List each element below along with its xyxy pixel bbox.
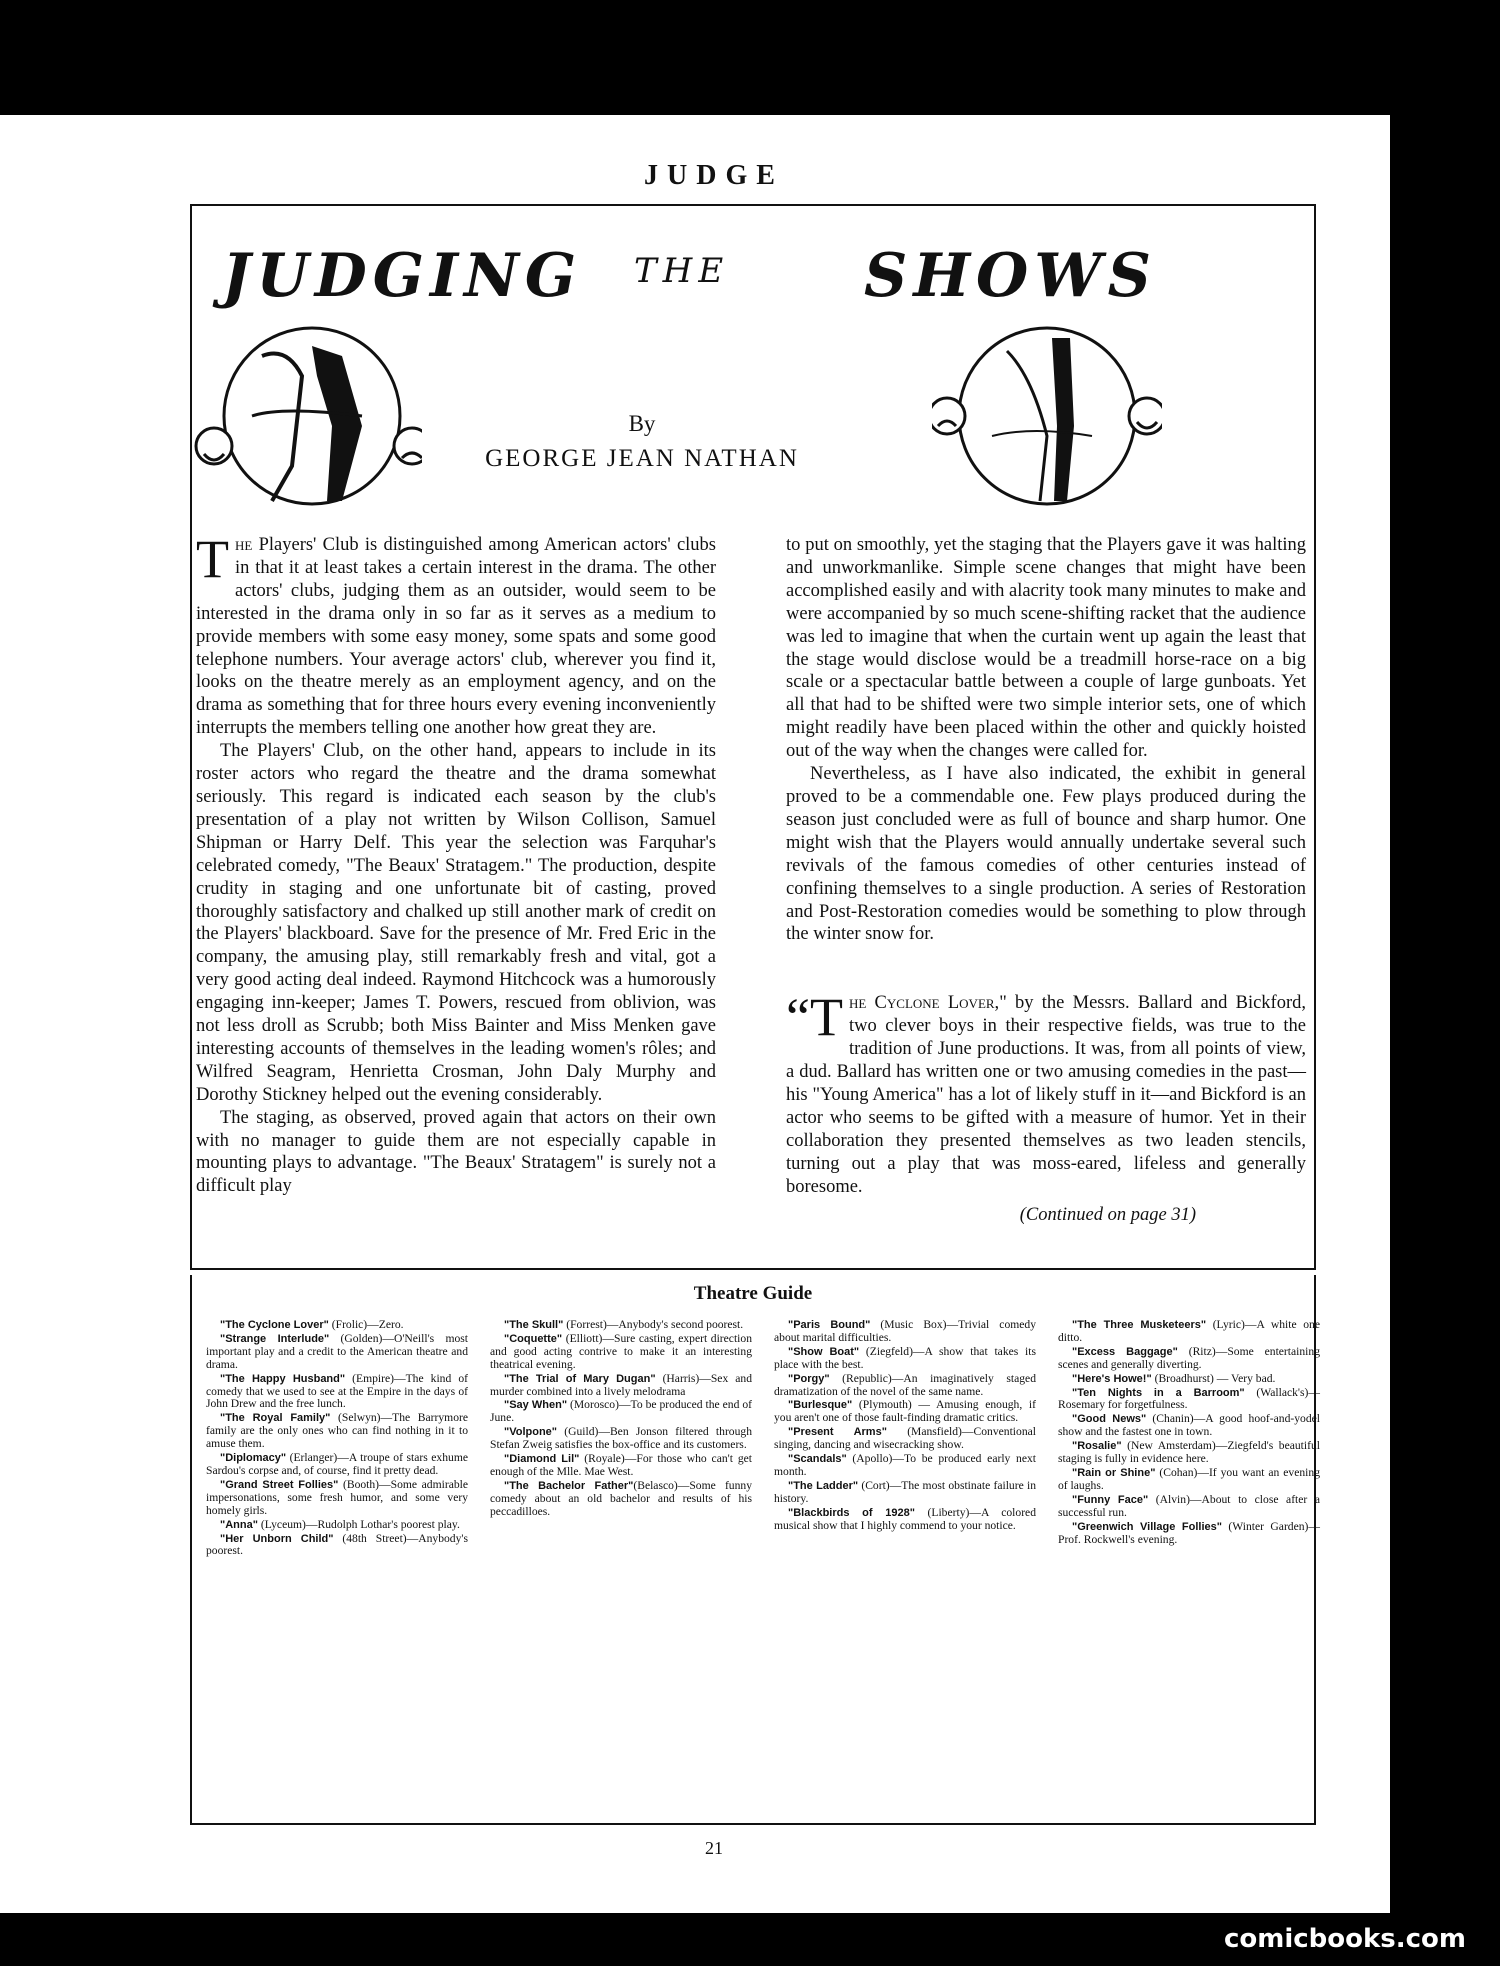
article-frame (190, 204, 1316, 1270)
guide-entry-description: (Royale)—For those who can't get enough of the Mlle. Mae West. (490, 1452, 752, 1478)
theatre-guide (190, 1275, 1321, 1825)
guide-entry-description: (Golden)—O'Neill's most important play and a credit to the American theatre and drama. (206, 1331, 468, 1371)
guide-entry (774, 1480, 1036, 1506)
guide-entry (1058, 1440, 1320, 1466)
guide-entry-description: (Lyric)—A white one ditto. (1058, 1318, 1320, 1344)
guide-entry-description: (Harris)—Sex and murder combined into a lively melodrama (490, 1371, 752, 1398)
guide-entry (1058, 1373, 1320, 1386)
guide-entry (1058, 1346, 1320, 1372)
guide-entry-description: (Ritz)—Some entertaining scenes and generally diverting. (1058, 1344, 1320, 1371)
guide-entry-title: "The Royal Family" (220, 1412, 331, 1425)
guide-entry-title: "Anna" (220, 1518, 258, 1531)
guide-column (1058, 1319, 1320, 1547)
guide-entry (490, 1426, 752, 1452)
dropcap: “T (786, 987, 843, 1048)
guide-entry (774, 1319, 1036, 1345)
guide-entry-description: (Broadhurst) — Very bad. (1151, 1371, 1276, 1385)
article-paragraph (786, 987, 1307, 1198)
guide-entry-description: (Cohan)—If you want an evening of laughs. (1058, 1465, 1320, 1492)
guide-entry-description: (Winter Garden)—Prof. Rockwell's evening. (1058, 1519, 1320, 1546)
guide-entry (1058, 1521, 1320, 1547)
guide-entry (206, 1373, 468, 1412)
guide-entry (490, 1399, 752, 1425)
byline (482, 411, 802, 473)
guide-entry-description: (Republic)—An imaginatively staged dramatization of the novel of the same name. (774, 1371, 1036, 1398)
guide-entry (490, 1453, 752, 1479)
byline-by: By (628, 411, 656, 436)
magazine-title: JUDGE (644, 160, 784, 191)
guide-entry (490, 1333, 752, 1372)
guide-entry-description: (Ziegfeld)—A show that takes its place with the best. (774, 1344, 1037, 1371)
guide-entry (774, 1346, 1036, 1372)
guide-entry (206, 1319, 468, 1332)
guide-column (206, 1319, 468, 1559)
guide-entry-description: (Apollo)—To be produced early next month. (774, 1452, 1036, 1478)
guide-entry-title: "Blackbirds of 1928" (788, 1506, 915, 1519)
guide-entry-description: (48th Street)—Anybody's poorest. (206, 1531, 468, 1558)
paragraph-text: Players' Club is distinguished among American actors' clubs in that it at least takes a certain interest in the drama. The other actors' clubs, judging them as an outsider, would seem to be interested in the drama only in so far as it serves as a medium to provide members with some easy money, some spats and some good telephone numbers. Your average actors' club, wherever you find it, looks on the theatre merely as an employment agency, and on the drama as something that for three hours every evening inconveniently interrupts the members telling one another how great they are. (196, 535, 716, 739)
guide-entry (774, 1507, 1036, 1533)
guide-entry-title: "Ten Nights in a Barroom" (1072, 1386, 1245, 1399)
guide-entry-description: (Frolic)—Zero. (328, 1318, 404, 1331)
guide-entry-title: "Funny Face" (1072, 1493, 1149, 1506)
guide-entry-description: (Morosco)—To be produced the end of June. (490, 1398, 753, 1425)
article-paragraph: The Players' Club, on the other hand, appears to include in its roster actors who regard the theatre and the drama somewhat seriously. This regard is indicated each season by the club's presentation of a play not written by Wilson Collison, Samuel Shipman or Harry Delf. This year the selection was Farquhar's celebrated comedy, "The Beaux' Stratagem." The production, despite crudity in staging and one unfortunate bit of casting, proved thoroughly satisfactory and chalked up still another mark of credit on the Players' blackboard. Save for the presence of Mr. Fred Eric in the company, the amusing play, still remarkably fresh and vital, got a very good acting deal indeed. Raymond Hitchcock was a humorously engaging inn-keeper; James T. Powers, rescued from oblivion, was not less droll as Scrubb; both Miss Bainter and Miss Menken gave interesting accounts of themselves in the leading women's rôles; and Wilfred Seagram, Henrietta Crosman, John Daly Murphy and Dorothy Stickney helped out the evening considerably. (196, 741, 716, 1105)
paragraph-text: " by the Messrs. Ballard and Bickford, two clever boys in their respective fields, was true to the tradition of June productions. It was, from all points of view, a dud. Ballard has written one or two amusing comedies in the past—his "Young America" has a lot of likely stuff in it—and Bickford is an actor who seems to be gifted with a measure of humor. Yet in their collaboration they presented themselves as two leaden stencils, turning out a play that was moss-eared, lifeless and generally boresome. (786, 993, 1307, 1197)
article-paragraph (196, 529, 716, 740)
guide-entry-description: (Liberty)—A colored musical show that I highly commend to your notice. (774, 1505, 1036, 1532)
guide-entry-title: "The Cyclone Lover" (220, 1319, 329, 1331)
guide-entry-title: "The Trial of Mary Dugan" (504, 1372, 656, 1385)
guide-entry-title: "The Ladder" (788, 1479, 859, 1492)
guide-entry-title: "Rain or Shine" (1072, 1466, 1156, 1479)
guide-entry-title: "Porgy" (788, 1372, 830, 1385)
guide-entry (490, 1480, 752, 1519)
guide-entry (1058, 1467, 1320, 1493)
guide-entry (206, 1452, 468, 1478)
guide-entry-description: (Mansfield)—Conventional singing, dancing and wisecracking show. (774, 1425, 1036, 1452)
magazine-page (38, 115, 1390, 1913)
banner-word-the: THE (634, 251, 730, 291)
watermark: comicbooks.com (1223, 1924, 1466, 1954)
guide-entry-title: "Burlesque" (788, 1399, 853, 1412)
guide-entry (1058, 1413, 1320, 1439)
guide-entry-description: (Cort)—The most obstinate failure in history. (774, 1478, 1036, 1505)
guide-entry-title: "Scandals" (788, 1453, 847, 1466)
guide-entry-description: (Belasco)—Some funny comedy about an old bachelor and results of his peccadilloes. (490, 1478, 752, 1518)
article-paragraph: to put on smoothly, yet the staging that the Players gave it was halting and unworkmanlike. Simple scene changes that might have been accomplished easily and with alacrity took many minutes to make and were accompanied by so much scene-shifting racket that the audience was led to imagine that when the curtain went up again the least that the stage would disclose would be a treadmill horse-race on a big scale or a spectacular battle between a couple of large gunboats. Yet all that had to be shifted were two simple interior sets, one of which might readily have been placed within the other and quickly hoisted out of the way when the changes were called for. (786, 535, 1306, 762)
guide-entry (774, 1399, 1036, 1425)
guide-entry-title: "Strange Interlude" (220, 1332, 330, 1345)
guide-entry-description: (Chanin)—A good hoof-and-yodel show and the fastest one in town. (1058, 1412, 1320, 1439)
guide-entry (490, 1373, 752, 1399)
guide-entry-title: "Rosalie" (1072, 1440, 1122, 1453)
guide-entry-description: (Wallack's)—Rosemary for forgetfulness. (1058, 1385, 1320, 1412)
guide-entry (1058, 1387, 1320, 1413)
dancers-illustration-left (192, 316, 422, 516)
guide-entry-title: "Paris Bound" (788, 1319, 871, 1331)
guide-entry (1058, 1319, 1320, 1345)
guide-entry-title: "The Skull" (504, 1319, 564, 1331)
page-number: 21 (705, 1838, 723, 1858)
theatre-guide-title: Theatre Guide (693, 1283, 813, 1304)
guide-entry-description: (New Amsterdam)—Ziegfeld's beautiful staging is fully in evidence here. (1058, 1439, 1320, 1466)
guide-entry-title: "The Bachelor Father" (504, 1479, 634, 1492)
guide-entry-description: (Booth)—Some admirable impersonations, some fresh humor, and some very homely girls. (206, 1477, 468, 1517)
guide-entry-title: "Good News" (1072, 1413, 1147, 1426)
guide-entry-description: (Erlanger)—A troupe of stars exhume Sardou's corpse and, of course, find it pretty dead. (206, 1451, 468, 1477)
guide-entry-description: (Guild)—Ben Jonson filtered through Stefan Zweig satisfies the box-office and its customers. (490, 1425, 752, 1452)
guide-entry (774, 1426, 1036, 1452)
guide-entry-description: (Lyceum)—Rudolph Lothar's poorest play. (257, 1517, 460, 1531)
dancers-illustration-right (932, 316, 1162, 516)
guide-entry-description: (Plymouth) — Amusing enough, if you aren't one of those fault-finding dramatic critics. (774, 1398, 1036, 1425)
guide-entry-title: "Diamond Lil" (504, 1453, 580, 1466)
guide-entry-title: "Say When" (504, 1399, 568, 1412)
guide-entry-description: (Elliott)—Sure casting, expert direction and good acting contrive to make it an interesting theatrical evening. (490, 1331, 752, 1371)
guide-column (774, 1319, 1036, 1534)
guide-entry-title: "Diplomacy" (220, 1452, 287, 1465)
guide-entry-title: "Show Boat" (788, 1345, 860, 1358)
guide-entry-description: (Selwyn)—The Barrymore family are the only ones who can find nothing in it to amuse them. (206, 1411, 469, 1451)
guide-entry-description: (Music Box)—Trivial comedy about marital difficulties. (774, 1318, 1036, 1344)
guide-entry (206, 1533, 468, 1559)
guide-entry-description: (Forrest)—Anybody's second poorest. (563, 1318, 744, 1331)
article-column-left (196, 529, 716, 1198)
dropcap: T (196, 529, 229, 589)
guide-entry (206, 1479, 468, 1518)
guide-entry (774, 1453, 1036, 1479)
guide-entry-description: (Alvin)—About to close after a successful run. (1058, 1492, 1321, 1519)
guide-entry-title: "Coquette" (504, 1332, 563, 1345)
guide-entry-title: "Here's Howe!" (1072, 1372, 1152, 1385)
guide-entry (206, 1333, 468, 1372)
guide-entry-title: "Her Unborn Child" (220, 1532, 334, 1545)
article-paragraph: The staging, as observed, proved again that actors on their own with no manager to guide them are not especially capable in mounting plays to advantage. "The Beaux' Stratagem" is surely not a difficult play (196, 1107, 716, 1197)
guide-entry (206, 1519, 468, 1532)
smallcaps-lead: he (235, 535, 253, 555)
guide-entry-title: "Grand Street Follies" (220, 1478, 339, 1491)
guide-entry (206, 1412, 468, 1451)
guide-entry (1058, 1494, 1320, 1520)
guide-entry-title: "The Three Musketeers" (1072, 1319, 1207, 1331)
guide-entry-title: "Excess Baggage" (1072, 1345, 1178, 1358)
article-column-right (786, 534, 1306, 1227)
banner-word-shows: SHOWS (864, 241, 1157, 311)
guide-entry-title: "Greenwich Village Follies" (1072, 1520, 1222, 1533)
smallcaps-lead: he Cyclone Lover, (848, 993, 1000, 1014)
author-name: GEORGE JEAN NATHAN (485, 445, 799, 472)
guide-entry (774, 1373, 1036, 1399)
guide-entry-title: "Present Arms" (788, 1426, 887, 1439)
guide-entry (490, 1319, 752, 1332)
guide-entry-title: "The Happy Husband" (220, 1372, 346, 1385)
continued-note: (Continued on page 31) (1019, 1205, 1196, 1226)
guide-column (490, 1319, 752, 1520)
banner-word-judging: JUDGING (222, 241, 583, 311)
article-paragraph: Nevertheless, as I have also indicated, the exhibit in general proved to be a commendable one. Few plays produced during the season just concluded were as full of bounce and sharp humor. One might wish that the Players would annually undertake several such revivals of the famous comedies of other centuries instead of confining themselves to a single production. A series of Restoration and Post-Restoration comedies would be something to plow through the winter snow for. (786, 764, 1306, 945)
guide-entry-description: (Empire)—The kind of comedy that we used to see at the Empire in the days of John Drew and the free lunch. (206, 1371, 468, 1411)
article-banner (222, 241, 1284, 311)
page-edge (0, 115, 43, 1913)
guide-entry-title: "Volpone" (504, 1426, 558, 1439)
